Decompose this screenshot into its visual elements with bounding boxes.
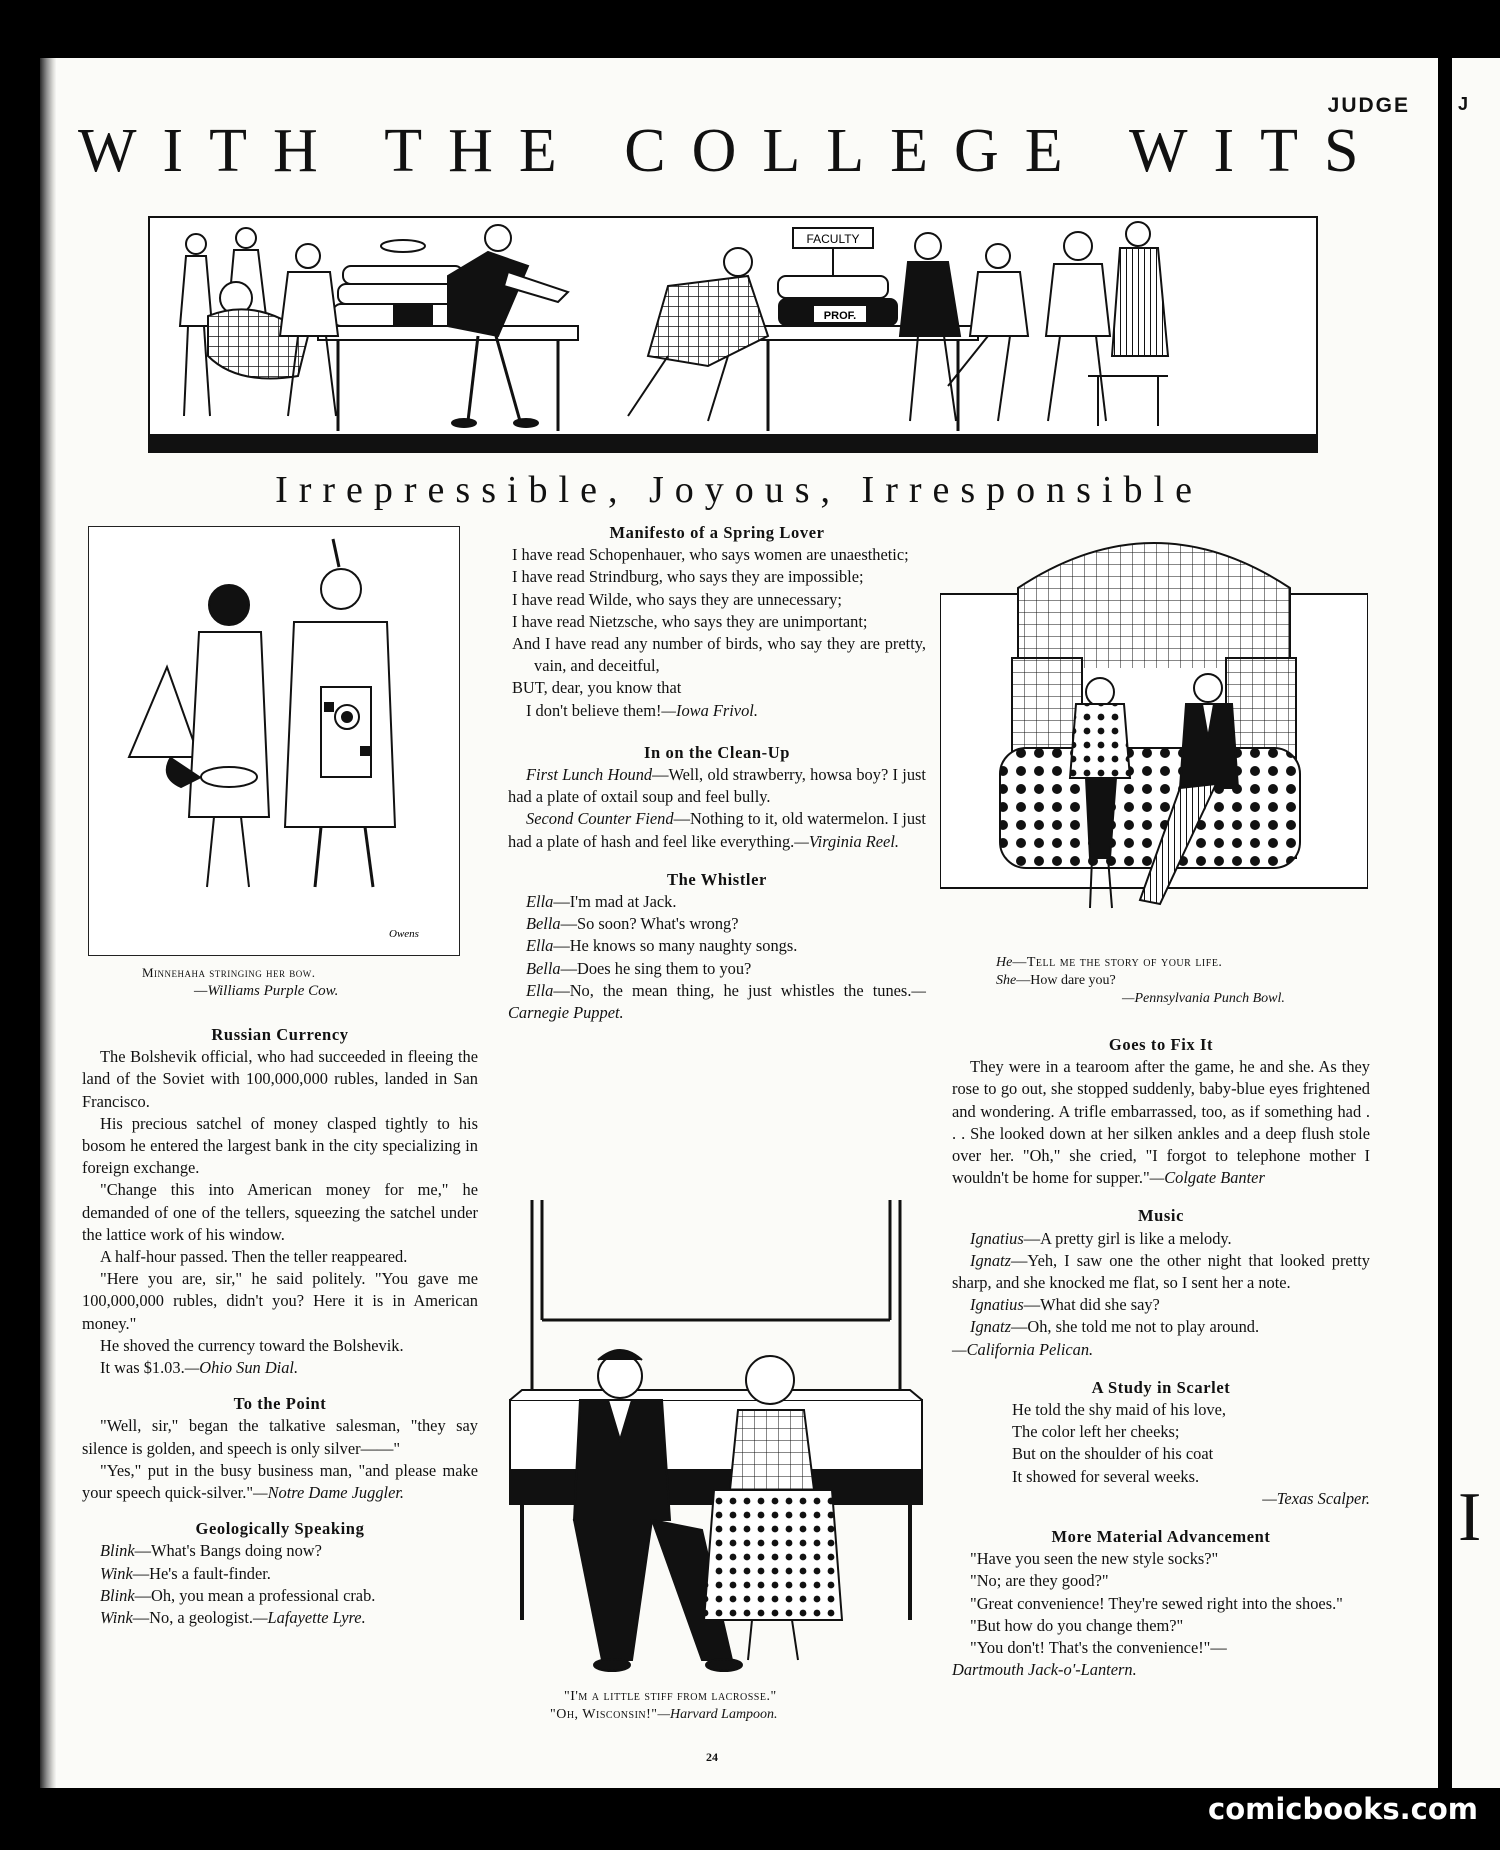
speaker: He [996, 955, 1013, 970]
minnehaha-caption-text: Minnehaha stringing her bow. [142, 965, 316, 980]
paragraph: A half-hour passed. Then the teller reappeared. [100, 1247, 408, 1267]
paragraph: "No; are they good?" [970, 1571, 1109, 1591]
dialogue-line: —So soon? What's wrong? [560, 914, 739, 934]
speaker: Ella [526, 892, 554, 912]
minnehaha-caption [142, 964, 462, 1000]
speaker: Bella [526, 958, 561, 978]
faculty-sign-label: FACULTY [806, 232, 860, 246]
dialogue-line: —No, the mean thing, he just whistles the tunes. [553, 980, 912, 1000]
source-credit: —Texas Scalper. [1262, 1488, 1370, 1508]
verse-line: I have read Nietzsche, who says they are unimportant; [512, 611, 868, 631]
article-title-material: More Material Advancement [1051, 1527, 1271, 1547]
paragraph: The Bolshevik official, who had succeeded in fleeing the land of the Soviet with 100,000,000 rubles, landed in San Francisco. [82, 1047, 478, 1111]
paragraph: It was $1.03. [100, 1358, 185, 1378]
article-title-fix: Goes to Fix It [1108, 1035, 1214, 1054]
page-number: 24 [706, 1750, 718, 1764]
paragraph: He shoved the currency toward the Bolshevik. [100, 1335, 404, 1355]
dialogue-line: —What's Bangs doing now? [134, 1541, 322, 1561]
story-caption-line2: —How dare you? [1016, 973, 1116, 988]
speaker: Ella [526, 980, 554, 1000]
lacrosse-caption [550, 1688, 910, 1724]
speaker: Blink [100, 1541, 135, 1561]
prof-book-label: PROF. [823, 310, 857, 322]
paragraph: His precious satchel of money clasped tightly to his bosom he entered the largest bank in the city specializing in foreign exchange. [82, 1113, 478, 1178]
source-credit: —Lafayette Lyre. [252, 1608, 366, 1628]
speaker: Blink [100, 1585, 135, 1605]
article-title-cleanup: In on the Clean-Up [643, 742, 791, 762]
minnehaha-source: —Williams Purple Cow. [194, 983, 339, 999]
speaker: Wink [100, 1608, 133, 1628]
speaker: She [996, 973, 1017, 988]
lacrosse-illustration [502, 1200, 930, 1680]
speaker: Second Counter Fiend [526, 809, 674, 829]
dialogue-line: —He's a fault-finder. [132, 1563, 271, 1583]
watermark: comicbooks.com [1208, 1792, 1478, 1826]
dialogue-line: —Nothing to it, old watermelon. I just had a plate of hash and feel like everything. [508, 809, 926, 851]
article-title-scarlet: A Study in Scarlet [1091, 1377, 1231, 1397]
verse-line: I have read Schopenhauer, who says women are unaesthetic; [512, 545, 909, 565]
dialogue-line: —Oh, you mean a professional crab. [134, 1585, 376, 1605]
speaker: Wink [100, 1563, 133, 1583]
source-credit: Dartmouth Jack-o'-Lantern. [952, 1660, 1137, 1680]
speaker: Ignatius [970, 1228, 1024, 1248]
page-subtitle: Irrepressible, Joyous, Irresponsible [275, 469, 1203, 511]
adjacent-page-edge: J I [1452, 58, 1500, 1788]
lacrosse-source: —Harvard Lampoon. [657, 1707, 778, 1722]
dialogue-line: —I'm mad at Jack. [553, 892, 677, 912]
speaker: Ignatz [970, 1250, 1011, 1270]
story-illustration [940, 528, 1368, 948]
verse-line: I have read Strindburg, who says they are impossible; [512, 567, 864, 587]
page-headline: WITH THE COLLEGE WITS [78, 117, 1385, 185]
dialogue-line: —Well, old strawberry, howsa boy? I just had a plate of oxtail soup and feel bully. [508, 765, 926, 807]
paragraph: "Change this into American money for me," he demanded of one of the tellers, squeezing the satchel under the lattice work of his window. [82, 1180, 478, 1244]
dialogue-line: —No, a geologist. [132, 1608, 253, 1628]
speaker: Ignatz [970, 1317, 1011, 1337]
dialogue-line: —What did she say? [1023, 1295, 1160, 1315]
verse-line: It showed for several weeks. [1012, 1466, 1200, 1486]
source-credit: —Virginia Reel. [794, 831, 899, 851]
paragraph: "Have you seen the new style socks?" [970, 1549, 1219, 1569]
column-left [82, 1024, 478, 1629]
lacrosse-caption-line1: "I'm a little stiff from lacrosse." [564, 1689, 777, 1704]
magazine-page [40, 58, 1438, 1788]
column-middle [508, 522, 926, 1024]
paragraph: "Yes," put in the busy business man, "and please make your speech quick-silver." [82, 1460, 478, 1503]
speaker: Bella [526, 914, 561, 934]
verse-line: BUT, dear, you know that [512, 678, 682, 698]
source-credit: —Colgate Banter [1149, 1168, 1265, 1188]
magazine-name: JUDGE [1327, 94, 1410, 117]
dialogue-line: —Yeh, I saw one the other night that looked pretty sharp, and she knocked me flat, so I sent her a note. [952, 1250, 1370, 1293]
banner-illustration [148, 216, 1318, 453]
verse-line: The color left her cheeks; [1012, 1422, 1180, 1442]
article-title-russian: Russian Currency [211, 1025, 349, 1044]
paragraph: "Well, sir," began the talkative salesman, "they say silence is golden, and speech is only silver——" [82, 1416, 478, 1458]
lacrosse-caption-line2: "Oh, Wisconsin!" [550, 1707, 658, 1722]
paragraph: "But how do you change them?" [970, 1615, 1184, 1635]
verse-line: I don't believe them! [526, 700, 662, 720]
source-credit: —Carnegie Puppet. [508, 980, 926, 1023]
paragraph: They were in a tearoom after the game, he and she. As they rose to go out, she stopped suddenly, baby-blue eyes frightened and wondering. A trifle embarrassed, too, as if something had . . . She looked down at her silken ankles and a deep flush stole over her. "Oh," she cried, "I forgot to telephone mother I wouldn't be home for supper." [952, 1057, 1370, 1188]
article-title-whistler: The Whistler [667, 869, 767, 889]
article-title-manifesto: Manifesto of a Spring Lover [609, 523, 825, 542]
paragraph: "Great convenience! They're sewed right into the shoes." [970, 1593, 1343, 1613]
artist-signature: Owens [389, 928, 419, 940]
dialogue-line: —He knows so many naughty songs. [553, 936, 798, 956]
verse-line: But on the shoulder of his coat [1012, 1444, 1214, 1464]
paragraph: "You don't! That's the convenience!"— [970, 1638, 1227, 1658]
binding-shadow [40, 58, 56, 1788]
speaker: Ella [526, 936, 554, 956]
source-credit: —Iowa Frivol. [661, 700, 758, 720]
article-title-music: Music [1137, 1206, 1185, 1226]
dialogue-line: —Does he sing them to you? [560, 958, 752, 978]
speaker: Ignatius [970, 1295, 1024, 1315]
speaker: First Lunch Hound [526, 765, 653, 785]
verse-line: He told the shy maid of his love, [1012, 1400, 1226, 1420]
story-source: —Pennsylvania Punch Bowl. [1122, 991, 1285, 1006]
story-caption-line1: —Tell me the story of your life. [1012, 955, 1223, 970]
verse-line: I have read Wilde, who says they are unnecessary; [512, 589, 842, 609]
source-credit: —Notre Dame Juggler. [253, 1483, 405, 1503]
verse-line: And I have read any number of birds, who say they are pretty, vain, and deceitful, [512, 634, 926, 676]
source-credit: —California Pelican. [952, 1339, 1094, 1359]
source-credit: —Ohio Sun Dial. [184, 1358, 299, 1378]
paragraph: "Here you are, sir," he said politely. "You gave me 100,000,000 rubles, didn't you? Here it is in American money." [82, 1269, 478, 1333]
story-caption [996, 954, 1366, 1008]
dialogue-line: —Oh, she told me not to play around. [1010, 1317, 1260, 1337]
article-title-geology: Geologically Speaking [195, 1519, 365, 1539]
dialogue-line: —A pretty girl is like a melody. [1023, 1228, 1232, 1248]
minnehaha-illustration [88, 526, 460, 956]
column-right [952, 1034, 1370, 1681]
article-title-point: To the Point [233, 1394, 327, 1414]
